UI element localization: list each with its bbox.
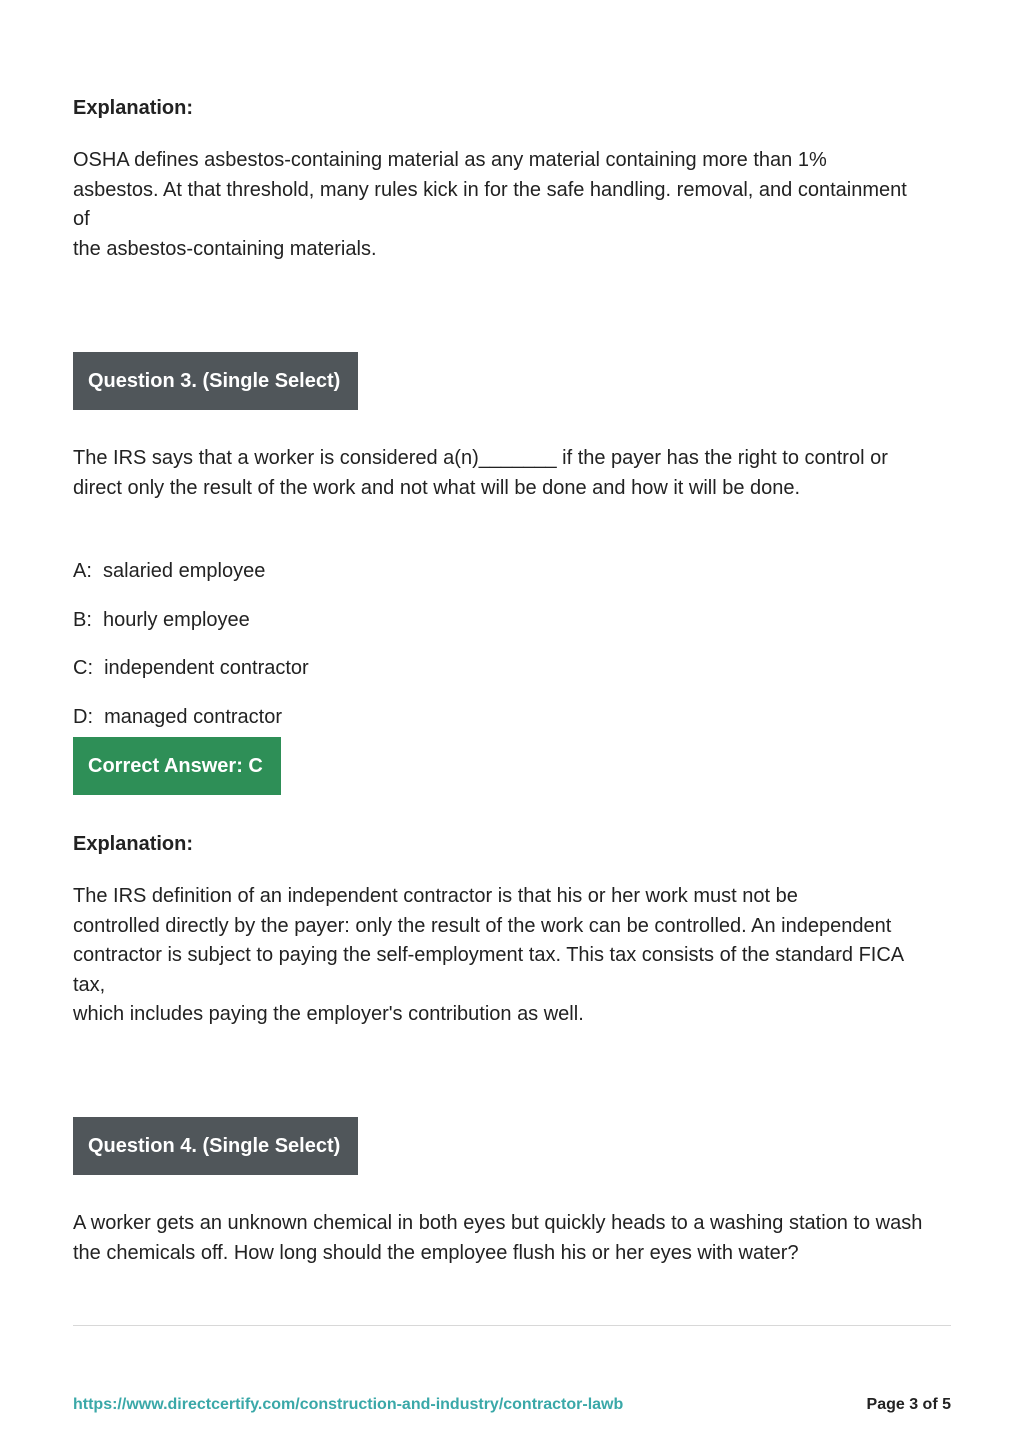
question-line: the chemicals off. How long should the employee flush his or her eyes with water? bbox=[73, 1241, 799, 1264]
question-line: direct only the result of the work and not what will be done and how it will be done. bbox=[73, 476, 801, 499]
explanation-text bbox=[73, 146, 953, 264]
explanation-line: of bbox=[73, 208, 90, 230]
explanation-line: OSHA defines asbestos-containing material as any material containing more than 1% bbox=[73, 149, 827, 171]
option-a[interactable]: A: salaried employee bbox=[73, 560, 266, 582]
question-4-label: Question 4. (Single Select) bbox=[73, 1117, 358, 1175]
page-number: Page 3 of 5 bbox=[866, 1396, 951, 1413]
correct-answer-badge: Correct Answer: C bbox=[73, 737, 281, 795]
option-c[interactable]: C: independent contractor bbox=[73, 657, 309, 679]
question-3-text bbox=[73, 444, 953, 503]
explanation-line: the asbestos-containing materials. bbox=[73, 237, 377, 260]
explanation-line: controlled directly by the payer: only the result of the work can be controlled. An independent bbox=[73, 914, 892, 937]
option-d[interactable]: D: managed contractor bbox=[73, 706, 282, 728]
explanation-line: asbestos. At that threshold, many rules kick in for the safe handling. removal, and containment bbox=[73, 178, 907, 201]
footer-divider bbox=[73, 1325, 951, 1326]
explanation-line: contractor is subject to paying the self-employment tax. This tax consists of the standard FICA bbox=[73, 944, 905, 966]
explanation-line: The IRS definition of an independent contractor is that his or her work must not be bbox=[73, 885, 798, 907]
explanation-line: which includes paying the employer's contribution as well. bbox=[73, 1003, 584, 1025]
question-line: The IRS says that a worker is considered a(n)_______ if the payer has the right to control or bbox=[73, 447, 888, 469]
footer-url-link[interactable]: https://www.directcertify.com/construction-and-industry/contractor-lawb bbox=[73, 1396, 624, 1413]
option-b[interactable]: B: hourly employee bbox=[73, 609, 250, 631]
explanation-line: tax, bbox=[73, 973, 106, 996]
question-4-text bbox=[73, 1209, 963, 1268]
explanation-heading: Explanation: bbox=[73, 833, 194, 855]
question-line: A worker gets an unknown chemical in both eyes but quickly heads to a washing station to wash bbox=[73, 1212, 923, 1234]
question-3-label: Question 3. (Single Select) bbox=[73, 352, 358, 410]
explanation-heading: Explanation: bbox=[73, 97, 194, 119]
explanation-text bbox=[73, 882, 953, 1030]
